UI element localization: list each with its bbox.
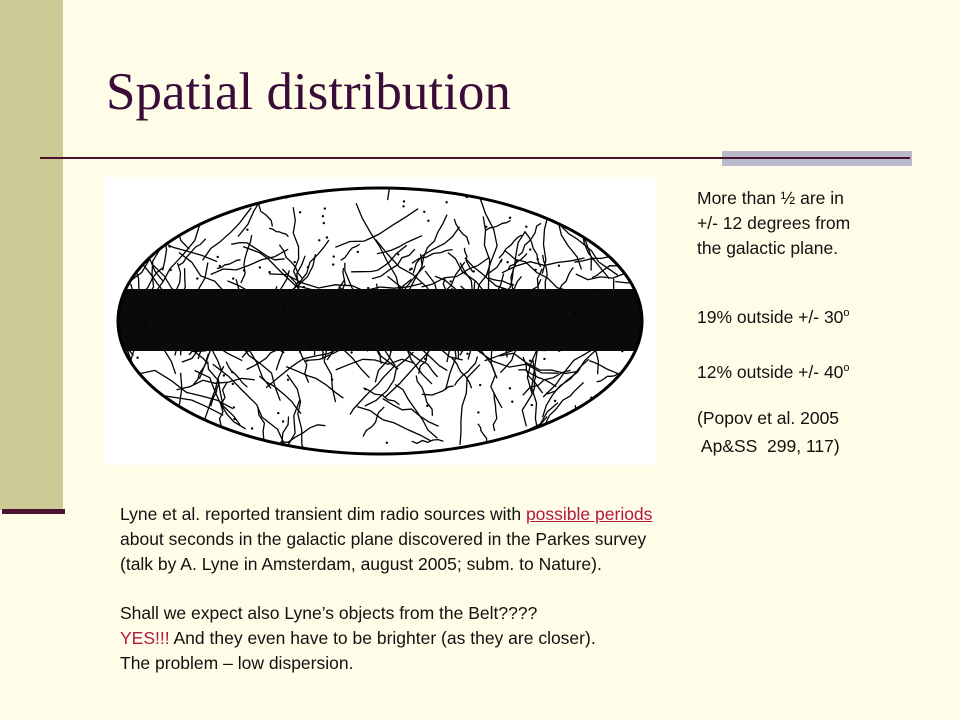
sky-source-dot (444, 327, 446, 329)
sky-source-dot (479, 309, 481, 311)
sky-source-dot (136, 357, 138, 359)
sidebar-accent-tick (2, 509, 65, 514)
sky-source-dot (525, 226, 527, 228)
sky-source-dot (223, 374, 225, 376)
sky-source-dot (461, 346, 463, 348)
sky-source-dot (140, 312, 142, 314)
sky-source-dot (259, 266, 261, 268)
degree-superscript: o (843, 362, 850, 374)
slide-title: Spatial distribution (106, 63, 511, 121)
sky-source-dot (310, 345, 312, 347)
fact-line-3: the galactic plane. (697, 238, 839, 258)
yes-emphasis: YES!!! (120, 628, 170, 648)
sky-source-dot (244, 302, 246, 304)
belt-answer-text: And they even have to be brighter (as they are closer). (169, 628, 596, 648)
sky-source-dot (303, 286, 305, 288)
sky-source-dot (332, 263, 334, 265)
sky-source-dot (282, 420, 284, 422)
degree-superscript: o (843, 307, 850, 319)
sky-source-dot (604, 329, 606, 331)
sky-source-dot (367, 287, 369, 289)
sky-source-dot (409, 269, 411, 271)
sky-source-dot (500, 260, 502, 262)
sky-source-dot (506, 261, 508, 263)
title-rule (40, 157, 910, 159)
sky-source-dot (386, 292, 388, 294)
sky-source-dot (232, 383, 234, 385)
sky-source-dot (543, 358, 545, 360)
sky-source-dot (322, 215, 324, 217)
sky-source-dot (170, 269, 172, 271)
sky-source-dot (365, 325, 367, 327)
sky-source-dot (592, 258, 594, 260)
sky-source-dot (357, 251, 359, 253)
sky-source-dot (537, 258, 539, 260)
sky-source-dot (246, 229, 248, 231)
sky-source-dot (386, 442, 388, 444)
sky-source-dot (445, 201, 447, 203)
sky-source-dot (294, 261, 296, 263)
sky-source-dot (403, 200, 405, 202)
sky-source-dot (350, 351, 352, 353)
sky-source-dot (268, 271, 270, 273)
sky-source-dot (287, 379, 289, 381)
sky-source-dot (323, 222, 325, 224)
sky-source-dot (389, 349, 391, 351)
reference-line-1: (Popov et al. 2005 (697, 408, 840, 428)
sky-source-dot (231, 371, 233, 373)
fact-line-1: More than ½ are in (697, 188, 844, 208)
sky-source-dot (233, 418, 235, 420)
sky-source-dot (509, 217, 511, 219)
sky-source-dot (501, 288, 503, 290)
sky-source-dot (168, 245, 170, 247)
sky-source-dot (613, 297, 615, 299)
sky-source-dot (477, 411, 479, 413)
sky-source-dot (331, 378, 333, 380)
sky-source-dot (554, 400, 556, 402)
sky-source-dot (324, 207, 326, 209)
sky-source-dot (232, 277, 234, 279)
galactic-sky-map (104, 177, 656, 465)
sky-source-dot (324, 346, 326, 348)
sky-source-dot (217, 256, 219, 258)
lyne-line-1-text: Lyne et al. reported transient dim radio sources with (120, 504, 526, 524)
sky-source-dot (529, 248, 531, 250)
sky-source-dot (402, 205, 404, 207)
sky-source-dot (277, 412, 279, 414)
sky-source-dot (196, 277, 198, 279)
sky-source-dot (232, 304, 234, 306)
sky-source-dot (473, 270, 475, 272)
galactic-plane-band (104, 289, 656, 351)
sky-source-dot (466, 353, 468, 355)
sky-source-dot (251, 427, 253, 429)
sky-source-dot (511, 401, 513, 403)
sky-source-dot (243, 269, 245, 271)
sky-source-dot (529, 360, 531, 362)
fact-outside-40 (697, 360, 850, 385)
sky-source-dot (424, 358, 426, 360)
belt-problem: The problem – low dispersion. (120, 653, 354, 673)
sky-source-dot (307, 266, 309, 268)
sky-source-dot (531, 404, 533, 406)
sky-source-dot (195, 310, 197, 312)
sky-source-dot (509, 387, 511, 389)
sky-source-dot (575, 347, 577, 349)
sky-source-dot (233, 406, 235, 408)
sky-source-dot (326, 236, 328, 238)
sky-source-dot (306, 360, 308, 362)
lyne-line-3: (talk by A. Lyne in Amsterdam, august 2005; subm. to Nature). (120, 554, 602, 574)
sky-source-dot (621, 350, 623, 352)
sky-source-dot (333, 255, 335, 257)
sky-source-dot (219, 265, 221, 267)
sky-source-dot (585, 294, 587, 296)
sky-source-dot (574, 312, 576, 314)
fact-outside-30-text: 19% outside +/- 30 (697, 307, 844, 327)
left-sidebar-bar (0, 0, 63, 510)
sky-source-dot (427, 220, 429, 222)
sky-source-dot (254, 298, 256, 300)
lyne-line-2: about seconds in the galactic plane discovered in the Parkes survey (120, 529, 647, 549)
belt-question: Shall we expect also Lyne’s objects from the Belt???? (120, 603, 538, 623)
sky-source-dot (299, 211, 301, 213)
sky-source-dot (485, 226, 487, 228)
possible-periods-link[interactable]: possible periods (525, 504, 653, 524)
sky-source-dot (479, 384, 481, 386)
sky-source-dot (433, 326, 435, 328)
sky-source-dot (450, 280, 452, 282)
fact-outside-40-text: 12% outside +/- 40 (697, 362, 844, 382)
sky-source-dot (297, 312, 299, 314)
fact-outside-30 (697, 305, 850, 330)
lyne-line-1 (120, 502, 652, 527)
sky-source-dot (397, 253, 399, 255)
sky-source-dot (423, 211, 425, 213)
sky-source-dot (283, 307, 285, 309)
sky-source-dot (144, 325, 146, 327)
sky-source-dot (591, 329, 593, 331)
sky-source-dot (423, 297, 425, 299)
fact-line-2: +/- 12 degrees from (697, 213, 851, 233)
sky-source-dot (318, 239, 320, 241)
sky-source-dot (546, 392, 548, 394)
sky-source-dot (558, 265, 560, 267)
belt-answer (120, 626, 596, 651)
sky-source-dot (426, 405, 428, 407)
reference-line-2: Ap&SS 299, 117) (697, 436, 840, 456)
sky-source-dot (364, 388, 366, 390)
sky-source-dot (373, 288, 375, 290)
sky-source-dot (534, 269, 536, 271)
